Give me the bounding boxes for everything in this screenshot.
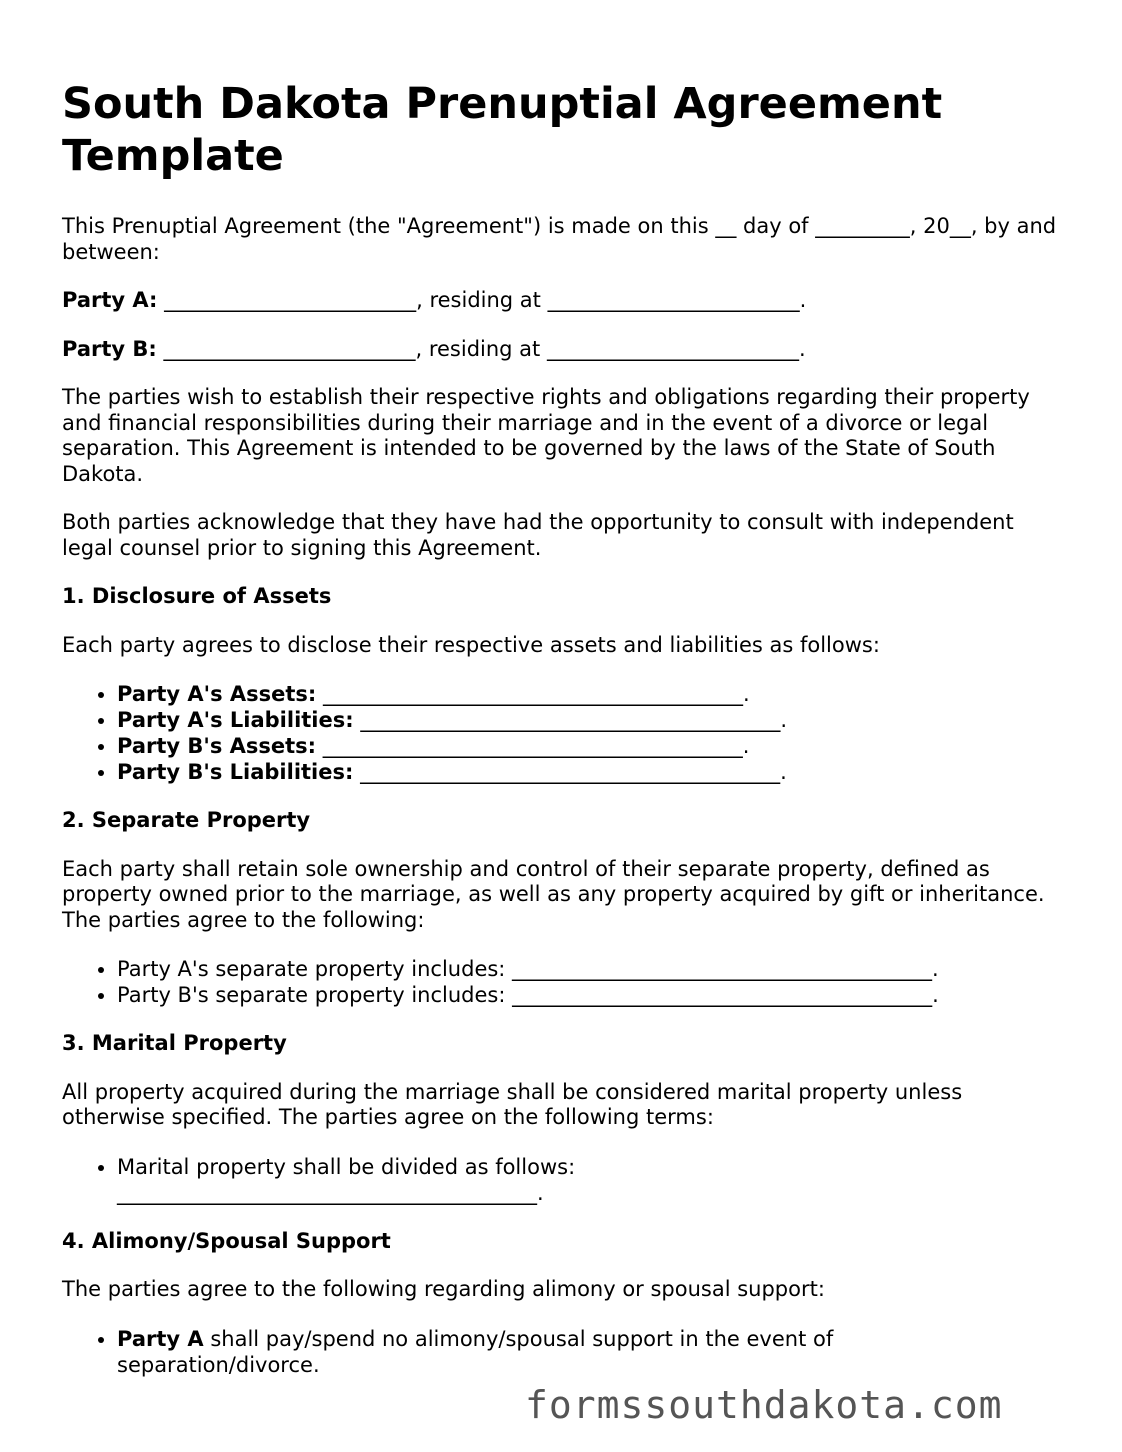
section-4-heading: 4. Alimony/Spousal Support [62,1228,391,1253]
list-item-text: ________________________________________. [353,708,787,732]
purpose-paragraph: The parties wish to establish their respective rights and obligations regarding their property and financial responsibilities during their marriage and in the event of a divorce or legal separation. This Agreement is intended to be governed by the laws of the State of South Dakota. [62,385,1030,486]
list-item [117,759,1062,785]
party-b-line [62,337,1062,363]
list-item [117,707,1062,733]
list-item [117,1326,937,1378]
document-page [62,78,1062,1401]
section-1-heading: 1. Disclosure of Assets [62,584,332,608]
party-a-label: Party A: [62,288,158,312]
party-b-text: ________________________, residing at ________________________. [156,336,806,361]
list-item [117,733,1062,759]
assets-list [62,681,1062,785]
party-b-label: Party B: [62,336,157,361]
list-item-text: ________________________________________. [353,760,787,784]
marital-property-list [62,1154,677,1206]
list-item-text: ________________________________________. [316,734,750,758]
list-item-label: Party A's Liabilities: [117,708,354,732]
alimony-list [62,1326,937,1378]
list-item-label: Party B's Assets: [117,734,317,758]
section-3-intro: All property acquired during the marriage shall be considered marital property unless otherwise specified. The parties agree on the following terms: [62,1079,963,1129]
list-item-text: shall pay/spend no alimony/spousal support in the event of separation/divorce. [117,1326,834,1377]
section-4-intro: The parties agree to the following regarding alimony or spousal support: [62,1277,825,1301]
party-a-text: ________________________, residing at ________________________. [157,288,807,312]
section-2-intro: Each party shall retain sole ownership and control of their separate property, defined as property owned prior to the marriage, as well as any property acquired by gift or inheritance. The parties agree to the following: [62,856,1045,932]
watermark-text: formssouthdakota.com [525,1383,1003,1427]
list-item-label: Party A's Assets: [117,682,317,706]
list-item-label: Party B's Liabilities: [117,760,354,784]
counsel-paragraph: Both parties acknowledge that they have had the opportunity to consult with independent legal counsel prior to signing this Agreement. [62,510,1014,560]
list-item [117,681,1062,707]
list-item-text: ________________________________________. [316,682,750,706]
intro-paragraph: This Prenuptial Agreement (the "Agreement") is made on this __ day of _________, 20__, by and between: [62,214,1057,264]
list-item: • Party A's separate property includes: ________________________________________. [117,956,1062,982]
list-item-label: Party A [117,1326,204,1351]
separate-property-list [62,956,1062,1008]
list-item: • Marital property shall be divided as follows: ________________________________________. [117,1154,677,1206]
section-3-heading: 3. Marital Property [62,1031,287,1055]
list-item: • Party B's separate property includes: ________________________________________. [117,982,1062,1008]
section-2-heading: 2. Separate Property [62,808,311,832]
page-title: South Dakota Prenuptial Agreement Template [62,79,943,181]
party-a-line [62,288,1062,314]
section-1-intro: Each party agrees to disclose their respective assets and liabilities as follows: [62,632,880,657]
